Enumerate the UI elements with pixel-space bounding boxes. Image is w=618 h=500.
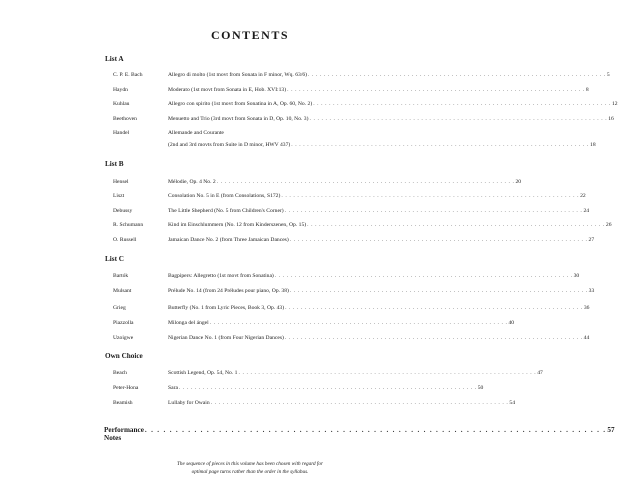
dot-leader — [287, 85, 585, 95]
composer-name: Piazzolla — [113, 320, 134, 326]
list-heading: List B — [105, 160, 124, 168]
composer-name: Kuhlau — [113, 101, 130, 107]
page-number: 18 — [590, 142, 596, 148]
list-item — [113, 85, 589, 95]
composer-name: Peter-Hona — [113, 385, 139, 391]
piece-title: Kind im Einschlummern (No. 12 from Kinderszenen, Op. 15) — [168, 222, 307, 228]
piece-title: Menuetto and Trio (3rd movt from Sonata in D, Op. 10, No. 3) — [168, 116, 309, 122]
dot-leader — [313, 99, 611, 109]
page-number: 8 — [585, 87, 589, 93]
list-heading: List C — [105, 255, 124, 263]
dot-leader — [290, 235, 588, 245]
piece-title: Allegro di molto (1st movt from Sonata in F minor, Wq. 63/6) — [168, 72, 308, 78]
list-item — [113, 99, 618, 109]
piece-title: Milonga del ángel — [168, 320, 209, 326]
piece-title: Bagpipers: Allegretto (1st movt from Sonatina) — [168, 273, 274, 279]
composer-name: Beamish — [113, 400, 133, 406]
list-item — [113, 368, 543, 378]
piece-title: Lullaby for Owain — [168, 400, 210, 406]
list-item — [113, 271, 580, 281]
composer-name: Haydn — [113, 87, 128, 93]
piece-title: Moderato (1st movt from Sonata in E, Hob. XVI:13) — [168, 87, 287, 93]
piece-title: Sara — [168, 385, 178, 391]
footer-note — [0, 460, 500, 476]
page-number: 40 — [508, 320, 515, 326]
composer-name: Liszt — [113, 193, 125, 199]
composer-name: Beethoven — [113, 116, 137, 122]
performance-notes-label: Performance Notes — [104, 426, 144, 442]
dot-leader — [285, 303, 583, 313]
composer-name: Beach — [113, 370, 127, 376]
piece-title: (2nd and 3rd movts from Suite in D minor, HWV 437) — [168, 142, 291, 148]
dot-leader — [285, 206, 583, 216]
piece-title: Allemande and Courante — [168, 130, 224, 136]
dot-leader — [290, 286, 588, 296]
dot-leader — [308, 70, 606, 80]
page-number: 36 — [583, 305, 590, 311]
composer-name: Uzoigwe — [113, 335, 134, 341]
piece-title: The Little Shepherd (No. 5 from Children's Corner) — [168, 208, 284, 214]
composer-name: Handel — [113, 130, 130, 136]
composer-name: R. Schumann — [113, 222, 144, 228]
dot-leader — [309, 114, 607, 124]
piece-title: Jamaican Dance No. 2 (from Three Jamaican Dances) — [168, 237, 289, 243]
page-number: 57 — [607, 426, 615, 434]
piece-title: Allegro con spirito (1st movt from Sonatina in A, Op. 60, No. 2) — [168, 101, 313, 107]
dot-leader — [291, 140, 589, 150]
list-item — [113, 286, 595, 296]
page-number: 33 — [588, 288, 595, 294]
page-number: 27 — [588, 237, 595, 243]
dot-leader — [179, 383, 477, 393]
dot-leader — [275, 271, 573, 281]
footer-note-line: The sequence of pieces in this volume has been chosen with regard for — [177, 461, 323, 467]
dot-leader — [281, 191, 579, 201]
list-item — [113, 177, 522, 187]
composer-name: Debussy — [113, 208, 133, 214]
page-number: 5 — [606, 72, 610, 78]
page-number: 16 — [608, 116, 614, 122]
page-title: CONTENTS — [210, 28, 290, 42]
page-number: 44 — [583, 335, 590, 341]
composer-name: C. P. E. Bach — [113, 72, 143, 78]
composer-name: Bartók — [113, 273, 129, 279]
list-item — [113, 128, 393, 138]
page-number: 30 — [573, 273, 580, 279]
dot-leader — [211, 398, 509, 408]
performance-notes-entry — [104, 426, 615, 442]
page-number: 47 — [537, 370, 543, 376]
list-item — [113, 318, 515, 328]
piece-title: Butterfly (No. 1 from Lyric Pieces, Book 3, Op. 43) — [168, 305, 285, 311]
list-item — [113, 383, 484, 393]
dot-leader — [238, 368, 536, 378]
piece-title: Mélodie, Op. 4 No. 2 — [168, 179, 216, 185]
list-heading: List A — [105, 55, 124, 63]
page-number: 26 — [605, 222, 612, 228]
list-item — [113, 333, 590, 343]
page-number: 20 — [515, 179, 522, 185]
piece-title: Nigerian Dance No. 1 (from Four Nigerian Dances) — [168, 335, 284, 341]
dot-leader — [217, 177, 515, 187]
dot-leader — [307, 220, 605, 230]
page-number: 22 — [580, 193, 586, 199]
composer-name: Grieg — [113, 305, 126, 311]
list-item — [113, 398, 516, 408]
list-item — [113, 303, 590, 313]
page-number: 24 — [583, 208, 590, 214]
piece-title: Consolation No. 5 in E (from Consolations, S172) — [168, 193, 281, 199]
composer-name: O. Russell — [113, 237, 137, 243]
composer-name: Hensel — [113, 179, 129, 185]
piece-title: Scottish Legend, Op. 54, No. 1 — [168, 370, 238, 376]
list-heading: Own Choice — [105, 352, 143, 360]
page-number: 54 — [509, 400, 516, 406]
list-item-continuation — [168, 140, 596, 150]
dot-leader — [285, 333, 583, 343]
list-item — [113, 70, 610, 80]
list-item — [113, 206, 590, 216]
page-number: 12 — [611, 101, 618, 107]
page-number: 50 — [477, 385, 484, 391]
list-item — [113, 220, 612, 230]
dot-leader — [145, 426, 606, 434]
piece-title: Prélude No. 14 (from 24 Préludes pour piano, Op. 38) — [168, 288, 289, 294]
list-item — [113, 191, 586, 201]
list-item — [113, 114, 614, 124]
dot-leader — [210, 318, 508, 328]
composer-name: Mulsant — [113, 288, 132, 294]
footer-note-line: optimal page turns rather than the order in the syllabus. — [191, 469, 309, 475]
list-item — [113, 235, 595, 245]
